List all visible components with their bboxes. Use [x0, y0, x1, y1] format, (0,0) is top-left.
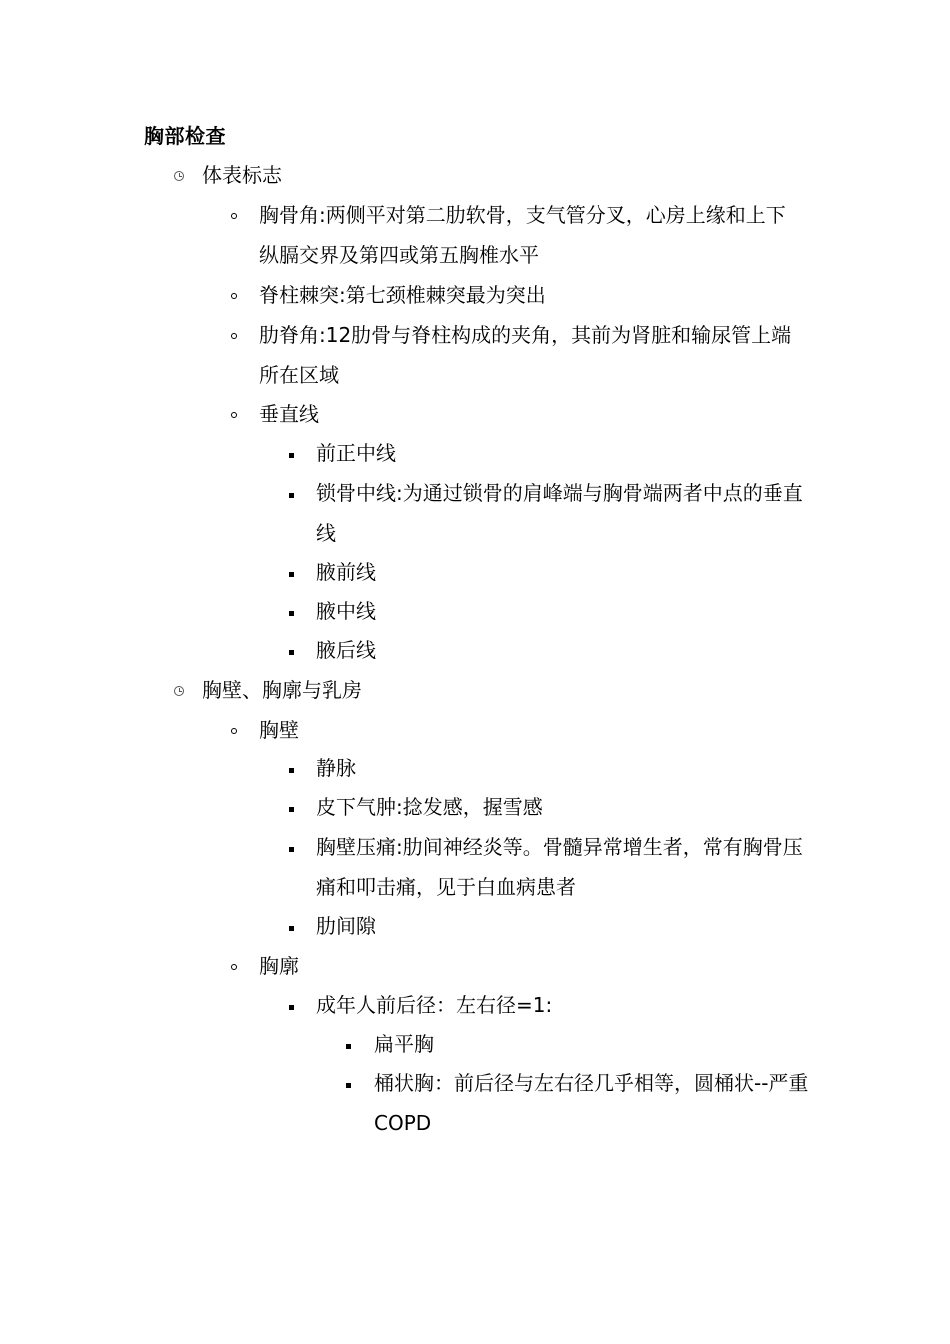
square-bullet-icon: [289, 453, 294, 458]
clock-bullet-icon: [174, 686, 184, 696]
list-subitem: 腋前线: [316, 560, 376, 584]
square-bullet-icon: [346, 1083, 351, 1088]
list-subitem: 肋间隙: [316, 914, 376, 938]
list-subitem: 静脉: [316, 756, 356, 780]
circle-bullet-icon: [231, 333, 237, 339]
square-bullet-icon: [289, 926, 294, 931]
section-heading: 胸壁、胸廓与乳房: [202, 678, 362, 702]
square-bullet-icon: [289, 611, 294, 616]
list-subsubitem: 扁平胸: [374, 1032, 434, 1056]
square-bullet-icon: [289, 847, 294, 852]
list-item: 胸骨角:两侧平对第二肋软骨，支气管分叉，心房上缘和上下纵膈交界及第四或第五胸椎水平: [259, 203, 786, 267]
list-subitem: 胸壁压痛:肋间神经炎等。骨髓异常增生者，常有胸骨压痛和叩击痛，见于白血病患者: [316, 835, 803, 899]
square-bullet-icon: [289, 572, 294, 577]
list-subsubitem: 桶状胸：前后径与左右径几乎相等，圆桶状--严重COPD: [374, 1071, 809, 1135]
list-item: 胸廓: [259, 954, 299, 978]
square-bullet-icon: [289, 768, 294, 773]
list-subitem: 皮下气肿:捻发感，握雪感: [316, 795, 543, 819]
square-bullet-icon: [289, 1005, 294, 1010]
list-subitem: 腋中线: [316, 599, 376, 623]
circle-bullet-icon: [231, 293, 237, 299]
square-bullet-icon: [289, 650, 294, 655]
list-subitem: 腋后线: [316, 638, 376, 662]
list-subitem: 前正中线: [316, 441, 396, 465]
clock-bullet-icon: [174, 171, 184, 181]
square-bullet-icon: [289, 807, 294, 812]
circle-bullet-icon: [231, 213, 237, 219]
list-item: 肋脊角:12肋骨与脊柱构成的夹角，其前为肾脏和输尿管上端所在区域: [259, 323, 792, 387]
circle-bullet-icon: [231, 412, 237, 418]
list-item: 脊柱棘突:第七颈椎棘突最为突出: [259, 283, 546, 307]
page-title: 胸部检查: [144, 124, 226, 148]
list-item: 胸壁: [259, 718, 299, 742]
section-heading: 体表标志: [202, 163, 282, 187]
list-item: 垂直线: [259, 402, 319, 426]
square-bullet-icon: [289, 493, 294, 498]
square-bullet-icon: [346, 1044, 351, 1049]
circle-bullet-icon: [231, 964, 237, 970]
list-subitem: 成年人前后径：左右径=1:: [316, 993, 553, 1017]
list-subitem: 锁骨中线:为通过锁骨的肩峰端与胸骨端两者中点的垂直线: [316, 481, 803, 545]
circle-bullet-icon: [231, 728, 237, 734]
